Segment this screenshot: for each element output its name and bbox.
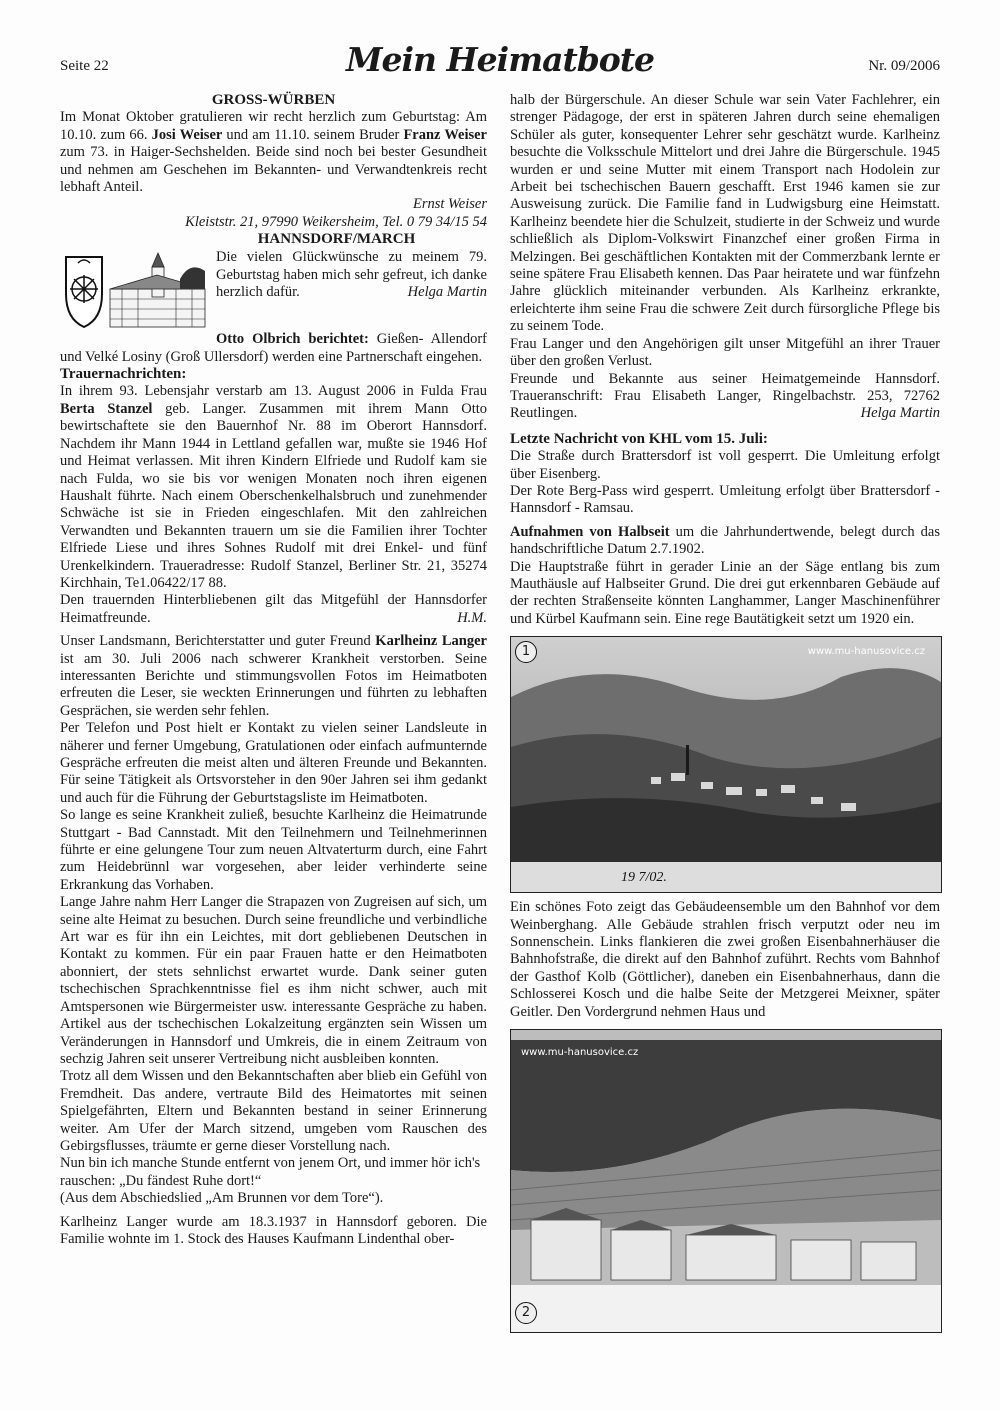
langer-paragraph-4: Lange Jahre nahm Herr Langer die Strapazen von Zugreisen auf sich, um seine alte Heimat zu besuchen. Durch seine freundliche und verbindliche Art war es für ihn ein Leichtes, mit dort gebliebenen Deutschen in Kontakt zu kommen. Für ein paar Frauen hatte er den Heimatboten abonniert, der stets sehnlichst erwartet wurde. Dank seiner guten tschechischen Sprachkenntnisse fiel es ihm nicht schwer, auch mit Amtspersonen wie Bürgermeister usw. interessante Gespräche zu haben. Artikel aus der tschechischen Lokalzeitung ergänzten sein Wissen um Veränderungen in Hannsdorf und Umkreis, die in einem Zeitraum von sechzig Jahren seit unserer Vertreibung nicht ausbleiben konnten. [60,894,487,1067]
khl-paragraph-1: Die Straße durch Brattersdorf ist voll gesperrt. Die Umleitung erfolgt über Eisenberg. [510,448,940,482]
text-run: um die Jahrhundertwende, belegt durch das handschriftliche Datum 2.7.1902. [510,523,940,558]
masthead-title: Mein Heimatbote [345,40,655,79]
olbrich-paragraph [60,331,487,366]
name-berta-stanzel: Berta Stanzel [60,400,153,417]
poem-quote: Nun bin ich manche Stunde entfernt von jenem Ort, und immer hör ich's rauschen: „Du fändest Ruhe dort!“ [60,1155,481,1189]
thanks-text: Die vielen Glückwünsche zu meinem 79. Geburtstag haben mich sehr gefreut, ich danke herzlich dafür. [216,249,487,301]
signature-hm: H.M. [457,609,487,626]
signature-ernst-weiser: Ernst Weiser [413,196,487,213]
name-josi-weiser: Josi Weiser [151,126,223,143]
text-run: Unser Landsmann, Berichterstatter und guter Freund [60,633,376,650]
khl-paragraph-2: Der Rote Berg-Pass wird gesperrt. Umleitung erfolgt über Brattersdorf - Hannsdorf - Ramsau. [510,482,940,517]
text-run: und am 11.10. seinem Bruder [222,126,404,143]
langer-continuation: halb der Bürgerschule. An dieser Schule war sein Vater Fachlehrer, ein strenger Pädagoge, der erst in späteren Jahren durch seine ehemaligen Schüler als guter, konsequenter Lehrer sehr geschätzt wurde. Karlheinz besuchte die Volksschule Mittelort und drei Jahre die Bürgerschule. 1945 wurden er und seine Mutter mit einem Transport nach Hodolein zur Arbeit bei tschechischen Bauern geschafft. Erst 1946 kamen sie zur Ausweisung zurück. Die Familie fand in Ludwigsburg eine Heimstatt. Karlheinz beendete hier die Schulzeit, studierte in der Schweiz und wurde schließlich als Diplom-Volkswirt Finanzchef einer großen Firma in Melzingen. Bei geschäftlichen Kontakten mit der Commerzbank lernte er seine spätere Frau Elisabeth kennen. Das Paar heiratete und war fünfzehn Jahre glücklich miteinander verbunden. Als Karlheinz erkrankte, erleichterte ihm seine Frau die schwere Zeit durch fürsorgliche Pflege bis zu seinem Tode. [510,92,940,335]
left-column [60,92,487,1248]
poem-source: (Aus dem Abschiedslied „Am Brunnen vor dem Tore“). [60,1190,384,1207]
text-run: zum 73. in Haiger-Sechshelden. Beide sind noch bei bester Gesundheit und nehmen am Geschehen im Bekannten- und Verwandtenkreis recht lebhaft Anteil. [60,144,487,196]
text-run: Freunde und Bekannte aus seiner Heimatgemeinde Hannsdorf. Traueranschrift: Frau Elisabeth Langer, Ringelbachstr. 253, 72762 Reutlingen. [510,370,940,422]
langer-paragraph-1 [60,633,487,720]
langer-paragraph-5: Trotz all dem Wissen und den Bekanntschaften aber blieb ein Gefühl von Fremdheit. Das andere, vertraute Bild des Heimatortes mit seinen Spielgefährten, Eltern und Bekannten bestand in seiner Erinnerung weiter. Am Ufer der March sitzend, umgeben vom Rauschen des Gebirgsflusses, träumte er gerne dieser Vorstellung nach. [60,1068,487,1154]
signature-helga-martin-2: Helga Martin [860,405,940,422]
hannsdorf-emblem-and-church [60,249,210,329]
photo-halbseit-panorama [510,636,942,893]
olbrich-lead: Otto Olbrich berichtet: [216,331,369,348]
section-heading-trauernachrichten: Trauernachrichten: [60,366,187,383]
photo-number-2: 2 [515,1302,537,1324]
section-heading-hannsdorf: HANNSDORF/MARCH [257,231,416,248]
halbseit-description: Die Hauptstraße führt in gerader Linie an der Säge entlang bis zum Mauthäusle auf Halbseiter Grund. Die drei gut erkennbaren Gebäude auf der rechten Straßenseite könnten Langhammer, Langer Maschinenführer und Kürbel Kaufmann sein. Eine rege Bautätigkeit setzt um 1920 ein. [510,558,940,627]
hannsdorf-thanks [216,249,487,301]
photo-description: Ein schönes Foto zeigt das Gebäudeensemble um den Bahnhof vor dem Weinberghang. Alle Gebäude strahlen frisch verputzt oder neu im Sonnenschein. Links flankieren die zwei großen Eisenbahnerhäuser die Bahnhofstraße, die direkt auf den Bahnhof zuführt. Rechts vom Bahnhof der Gasthof Kolb (Göttlicher), daneben ein Eisenbahnerhaus, dann die Schlosserei Kosch und die halbe Seite der Metzgerei Meixner, später Geitler. Den Vordergrund nehmen Haus und [510,899,940,1020]
text-run: Den trauernden Hinterbliebenen gilt das Mitgefühl der Hannsdorfer Heimatfreunde. [60,592,487,626]
condolence-paragraph [60,592,487,627]
station-photo-icon [511,1030,941,1332]
sympathy-paragraph: Frau Langer und den Angehörigen gilt unser Mitgefühl an ihrer Trauer über den großen Verlust. [510,335,940,370]
text-run: geb. Langer. Zusammen mit ihrem Mann Otto bewirtschaftete sie den Bauernhof Nr. 88 im Oberort Hannsdorf. Nachdem ihr Mann 1944 in Lettland gefallen war, mußte sie 1946 Hof und Heimat verlassen. Mit ihren Kindern Elfriede und Rudolf kam sie nach Fulda, wo sie bis vor wenigen Monaten noch ihren eigenen Haushalt führte. Nach einem Oberschenkelhalsbruch und zunehmender Schwäche ist sie in Frieden eingeschlafen. Mit den zahlreichen Verwandten und Bekannten trauern um sie die Familien ihrer Tochter Elfriede Liese und ihres Sohnes Rudolf mit drei Enkel- und fünf Urenkelkindern. Traueradresse: Rudolf Stanzel, Berliner Str. 21, 35274 Kirchhain, Te1.06422/17 88. [60,400,487,591]
text-run: ist am 30. Juli 2006 nach schwerer Krankheit verstorben. Seine interessanten Berichte und stimmungsvollen Fotos im Heimatboten erfreuten die Leser, sie weckten Erinnerungen und führten zu lebhaften Gesprächen, sie werden sehr fehlen. [60,650,487,719]
mourning-address [510,371,940,423]
name-karlheinz-langer: Karlheinz Langer [375,633,487,650]
name-franz-weiser: Franz Weiser [403,126,487,143]
page-number: Seite 22 [60,58,109,74]
text-run: Gießen- Allendorf und Velké Losiny (Groß Ullersdorf) werden eine Partnerschaft eingehen. [60,331,487,365]
text-run: Im Monat Oktober gratulieren wir recht herzlich zum Geburtstag: Am 10.10. zum 66. [60,109,487,143]
page-header [60,40,940,80]
hannsdorf-block [60,231,487,331]
gross-paragraph [60,109,487,196]
photo-watermark-2: www.mu-hanusovice.cz [521,1047,639,1059]
langer-paragraph-2: Per Telefon und Post hielt er Kontakt zu vielen seiner Landsleute in näherer und ferner Umgebung, Gratulationen oder einfach aufmunternde Gespräche erfreuten die meist alten und älteren Freunde und Bekannten. Für seine Tätigkeit als Ortsvorsteher in den 90er Jahren sei ihm gedankt und auch für die Führung der Geburtstagsliste im Heimatboten. [60,720,487,806]
landscape-photo-icon [511,637,941,892]
coat-of-arms-icon [60,249,210,329]
photo-bahnhof-ensemble [510,1029,942,1333]
photo-number-1: 1 [515,641,537,663]
handwritten-date: 19 7/02. [621,869,667,885]
right-column [510,92,940,1333]
halbseit-lead: Aufnahmen von Halbseit [510,523,670,540]
address-ernst-weiser: Kleiststr. 21, 97990 Weikersheim, Tel. 0 79 34/15 54 [185,213,487,230]
section-heading-khl: Letzte Nachricht von KHL vom 15. Juli: [510,430,768,447]
stanzel-paragraph [60,383,487,592]
langer-paragraph-8: Karlheinz Langer wurde am 18.3.1937 in Hannsdorf geboren. Die Familie wohnte im 1. Stock des Hauses Kaufmann Lindenthal ober- [60,1213,487,1247]
halbseit-paragraph [510,524,940,559]
signature-helga-martin: Helga Martin [407,284,487,301]
text-run: In ihrem 93. Lebensjahr verstarb am 13. August 2006 in Fulda Frau [60,383,487,400]
photo-watermark-1: www.mu-hanusovice.cz [807,646,925,658]
langer-paragraph-3: So lange es seine Krankheit zuließ, besuchte Karlheinz die Heimatrunde Stuttgart - Bad Cannstadt. Mit den Teilnehmern und Teilnehmerinnen führte er eine gelungene Tour zum neuen Altvaterturm durch, eine Fahrt zum Heidebrünnl war vorgesehen, aber leider verhinderte seine Erkrankung das Vorhaben. [60,807,487,893]
issue-number: Nr. 09/2006 [868,58,940,74]
section-heading-gross-wuerben: GROSS-WÜRBEN [211,92,336,108]
